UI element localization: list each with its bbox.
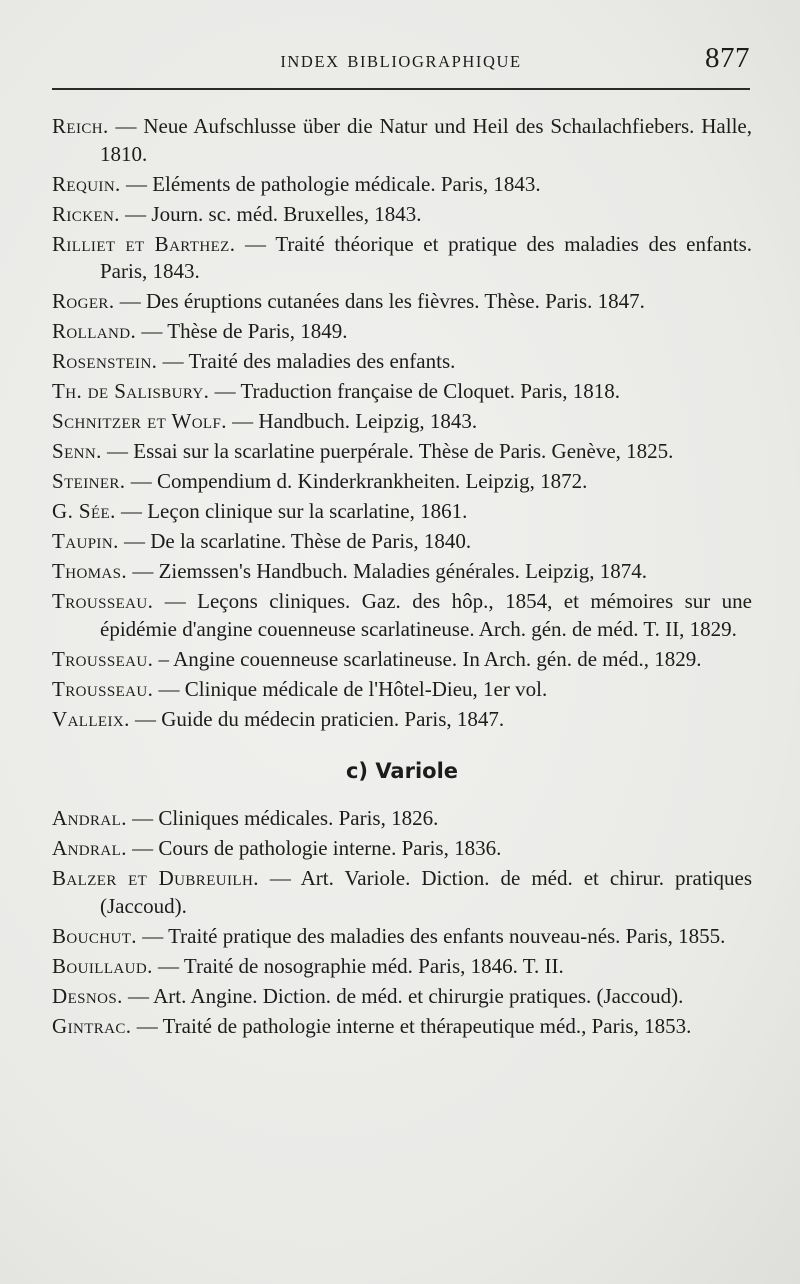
entry-author: Senn. — [52, 439, 102, 463]
bibliography-entry — [52, 171, 752, 199]
entry-author: Steiner. — [52, 469, 126, 493]
entry-author: Rolland. — [52, 319, 137, 343]
entry-dash: — — [126, 806, 159, 830]
bibliography-entry — [52, 676, 752, 704]
section-heading — [52, 759, 752, 783]
entry-dash: – — [153, 646, 174, 671]
bibliography-entry — [52, 318, 752, 346]
bibliography-entry — [52, 588, 752, 643]
entry-dash: — — [125, 469, 157, 493]
entry-reference: Journ. sc. méd. Bruxelles, 1843. — [151, 201, 422, 226]
bibliography-entry — [52, 378, 752, 406]
entry-author: Andral. — [52, 836, 127, 860]
entry-author: Taupin. — [52, 529, 119, 553]
entry-author: Gintrac. — [52, 1013, 132, 1038]
entry-reference: Compendium d. Kinderkrankheiten. Leipzig, 1872. — [156, 469, 588, 493]
entry-dash: — — [153, 589, 198, 613]
entry-dash: — — [235, 231, 276, 256]
entry-reference: Traité pratique des maladies des enfants nouveau-nés. Paris, 1855. — [168, 923, 726, 948]
entry-reference: Art. Angine. Diction. de méd. et chirurgie pratiques. (Jaccoud). — [153, 983, 684, 1008]
bibliography-entry — [52, 408, 752, 436]
entry-dash: — — [101, 439, 134, 463]
bibliography-list-scarlatine — [52, 113, 752, 733]
entry-dash: — — [153, 676, 185, 701]
page-number: 877 — [705, 42, 750, 74]
entry-reference: Cours de pathologie interne. Paris, 1836. — [158, 836, 502, 860]
entry-reference: Art. Variole. Diction. de méd. et chirur. pratiques (Jaccoud). — [100, 866, 752, 918]
entry-reference: Leçons cliniques. Gaz. des hôp., 1854, et mémoires sur une épidémie d'angine couenneuse scarlatineuse. Arch. gén. de méd. T. II, 1829. — [100, 589, 753, 641]
bibliography-entry — [52, 528, 752, 556]
entry-author: Trousseau. — [52, 676, 154, 701]
bibliography-entry — [52, 288, 752, 316]
section-heading-text: c) Variole — [345, 759, 459, 783]
bibliography-entry — [52, 706, 752, 734]
entry-author: Trousseau. — [52, 646, 154, 671]
entry-author: Trousseau. — [52, 589, 154, 613]
bibliography-entry — [52, 983, 752, 1011]
entry-dash: — — [152, 953, 184, 978]
bibliography-entry — [52, 498, 752, 526]
entry-dash: — — [114, 289, 146, 313]
entry-reference: Clinique médicale de l'Hôtel-Dieu, 1er vol. — [184, 676, 548, 701]
entry-reference: Cliniques médicales. Paris, 1826. — [158, 806, 439, 830]
entry-author: Bouchut. — [52, 923, 137, 948]
entry-reference: Traité théorique et pratique des maladies des enfants. Paris, 1843. — [100, 231, 753, 283]
entry-author: Desnos. — [52, 983, 123, 1008]
bibliography-entry — [52, 231, 752, 286]
entry-reference: Neue Aufschlusse über die Natur und Heil des Schaılachfiebers. Halle, 1810. — [100, 114, 752, 166]
entry-author: Reich. — [52, 114, 109, 138]
entry-reference: Handbuch. Leipzig, 1843. — [258, 409, 478, 433]
entry-dash: — — [136, 923, 169, 948]
entry-dash: — — [209, 379, 241, 403]
entry-dash: — — [115, 499, 148, 523]
entry-dash: — — [136, 319, 168, 343]
entry-dash: — — [120, 171, 153, 196]
bibliography-entry — [52, 923, 752, 951]
entry-author: Thomas. — [52, 559, 128, 583]
bibliography-list-variole — [52, 805, 752, 1040]
entry-reference: Angine couenneuse scarlatineuse. In Arch. gén. de méd., 1829. — [173, 646, 702, 671]
bibliography-entry — [52, 953, 752, 981]
entry-reference: Thèse de Paris, 1849. — [167, 319, 348, 343]
entry-dash: — — [122, 983, 154, 1008]
entry-author: Balzer et Dubreuilh. — [52, 866, 259, 890]
bibliography-entry — [52, 113, 752, 168]
entry-dash: — — [127, 559, 159, 583]
entry-author: Ricken. — [52, 201, 120, 226]
entry-author: Rosenstein. — [52, 349, 158, 373]
entry-reference: Guide du médecin praticien. Paris, 1847. — [161, 706, 505, 731]
entry-dash: — — [131, 1013, 163, 1038]
entry-dash: — — [258, 866, 301, 890]
entry-author: Bouillaud. — [52, 953, 153, 978]
entry-reference: Traité de pathologie interne et thérapeutique méd., Paris, 1853. — [162, 1013, 692, 1038]
entry-reference: Essai sur la scarlatine puerpérale. Thèse de Paris. Genève, 1825. — [133, 439, 674, 463]
bibliography-entry — [52, 438, 752, 466]
running-head — [52, 40, 750, 86]
bibliography-entry — [52, 646, 752, 674]
entry-reference: De la scarlatine. Thèse de Paris, 1840. — [150, 529, 472, 553]
entry-reference: Traité de nosographie méd. Paris, 1846. T. II. — [183, 953, 564, 978]
entry-author: Roger. — [52, 289, 115, 313]
entry-author: Requin. — [52, 171, 121, 196]
entry-reference: Des éruptions cutanées dans les fièvres. Thèse. Paris. 1847. — [146, 289, 645, 313]
header-rule — [52, 88, 750, 90]
entry-dash: — — [129, 706, 162, 731]
entry-author: Valleix. — [52, 706, 130, 731]
bibliography-entry — [52, 835, 752, 863]
entry-author: Rilliet et Barthez. — [52, 231, 236, 256]
bibliography-entry — [52, 468, 752, 496]
entry-dash: — — [226, 409, 259, 433]
bibliography-entry — [52, 805, 752, 833]
entry-reference: Traité des maladies des enfants. — [188, 349, 456, 373]
bibliography-content — [52, 113, 752, 1043]
bibliography-entry — [52, 865, 752, 920]
entry-dash: — — [157, 349, 189, 373]
entry-author: Schnitzer et Wolf. — [52, 409, 227, 433]
entry-author: G. Sée. — [52, 499, 116, 523]
entry-reference: Ziemssen's Handbuch. Maladies générales. Leipzig, 1874. — [158, 559, 647, 583]
entry-dash: — — [108, 114, 144, 138]
bibliography-entry — [52, 1013, 752, 1041]
entry-author: Th. de Salisbury. — [52, 379, 210, 403]
entry-author: Andral. — [52, 806, 127, 830]
entry-dash: — — [126, 836, 159, 860]
entry-reference: Eléments de pathologie médicale. Paris, 1843. — [152, 171, 541, 196]
bibliography-entry — [52, 348, 752, 376]
entry-reference: Leçon clinique sur la scarlatine, 1861. — [147, 499, 468, 523]
bibliography-entry — [52, 201, 752, 229]
bibliography-entry — [52, 558, 752, 586]
entry-dash: — — [118, 529, 151, 553]
running-title: INDEX BIBLIOGRAPHIQUE — [280, 52, 522, 71]
entry-dash: — — [119, 201, 152, 226]
entry-reference: Traduction française de Cloquet. Paris, 1818. — [240, 379, 620, 403]
